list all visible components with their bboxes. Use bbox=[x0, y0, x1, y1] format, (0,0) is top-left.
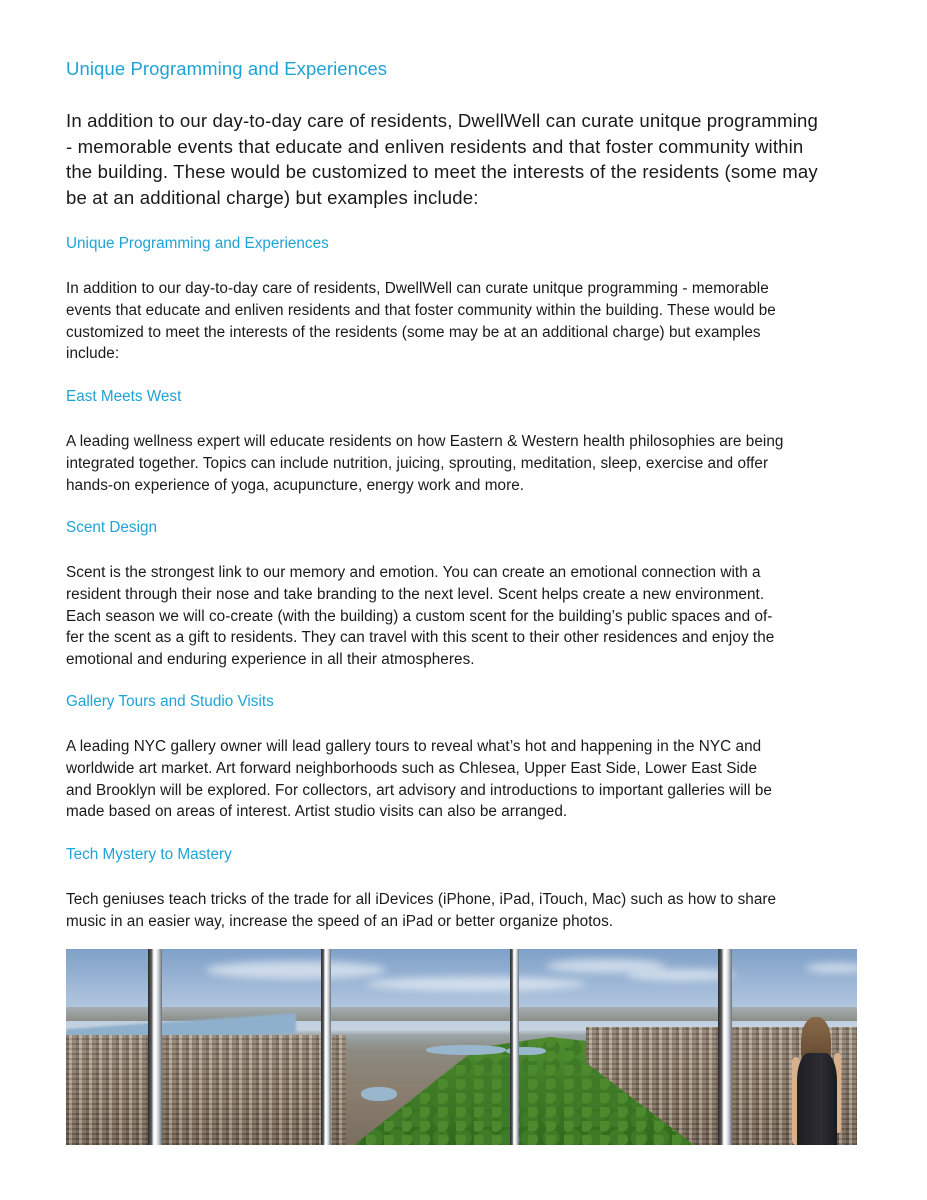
body-line: include: bbox=[66, 345, 120, 363]
body-line: A leading wellness expert will educate residents on how Eastern & Western health philosophies are being bbox=[66, 433, 784, 450]
section-heading-tech-mystery: Tech Mystery to Mastery bbox=[66, 846, 232, 863]
section-body-tech-mystery bbox=[66, 889, 866, 933]
window-mullion bbox=[148, 949, 162, 1145]
panoramic-photo bbox=[66, 949, 857, 1145]
cloud bbox=[206, 961, 386, 979]
cloud bbox=[806, 963, 857, 973]
body-line: Each season we will co-create (with the building) a custom scent for the building’s public spaces and of- bbox=[66, 607, 773, 625]
cloud bbox=[366, 977, 586, 991]
intro-line: be at an additional charge) but examples include: bbox=[66, 186, 479, 208]
body-line: music in an easier way, increase the speed of an iPad or better organize photos. bbox=[66, 912, 614, 930]
section-heading-unique-programming: Unique Programming and Experiences bbox=[66, 235, 329, 252]
section-heading-scent-design: Scent Design bbox=[66, 519, 157, 536]
section-body-scent-design bbox=[66, 562, 866, 671]
body-line: integrated together. Topics can include nutrition, juicing, sprouting, meditation, sleep, exercise and offer bbox=[66, 454, 769, 472]
page-title: Unique Programming and Experiences bbox=[66, 58, 388, 79]
window-mullion bbox=[321, 949, 331, 1145]
horizon bbox=[66, 1007, 857, 1021]
person-figure bbox=[797, 1053, 837, 1145]
body-line: fer the scent as a gift to residents. They can travel with this scent to their other residences and enjoy the bbox=[66, 629, 775, 647]
intro-line: - memorable events that educate and enliven residents and that foster community within bbox=[66, 135, 804, 157]
lake bbox=[361, 1087, 397, 1101]
city-left bbox=[66, 1035, 346, 1145]
body-line: events that educate and enliven residents and that foster community within the building. These would be bbox=[66, 301, 776, 319]
body-line: In addition to our day-to-day care of residents, DwellWell can curate unitque programming - memorable bbox=[66, 280, 769, 297]
section-body-east-meets-west bbox=[66, 431, 866, 496]
body-line: emotional and enduring experience in all their atmospheres. bbox=[66, 651, 475, 669]
section-body-unique-programming bbox=[66, 278, 866, 365]
body-line: customized to meet the interests of the residents (some may be at an additional charge) but examples bbox=[66, 323, 761, 341]
body-line: worldwide art market. Art forward neighborhoods such as Chlesea, Upper East Side, Lower East Side bbox=[66, 759, 758, 777]
section-heading-east-meets-west: East Meets West bbox=[66, 388, 182, 405]
section-body-gallery-tours bbox=[66, 736, 866, 823]
body-line: A leading NYC gallery owner will lead gallery tours to reveal what’s hot and happening in the NYC and bbox=[66, 738, 762, 755]
body-line: and Brooklyn will be explored. For collectors, art advisory and introductions to important galleries will be bbox=[66, 781, 772, 799]
window-mullion bbox=[510, 949, 519, 1145]
body-line: hands-on experience of yoga, acupuncture, energy work and more. bbox=[66, 476, 525, 494]
intro-line: In addition to our day-to-day care of residents, DwellWell can curate unitque programming bbox=[66, 110, 818, 131]
reservoir bbox=[426, 1045, 506, 1055]
intro-line: the building. These would be customized to meet the interests of the residents (some may bbox=[66, 161, 818, 182]
body-line: Scent is the strongest link to our memory and emotion. You can create an emotional connection with a bbox=[66, 564, 761, 581]
intro-paragraph bbox=[66, 108, 866, 210]
body-line: made based on areas of interest. Artist studio visits can also be arranged. bbox=[66, 803, 568, 821]
window-mullion bbox=[718, 949, 732, 1145]
body-line: Tech geniuses teach tricks of the trade for all iDevices (iPhone, iPad, iTouch, Mac) such as how to share bbox=[66, 891, 777, 908]
body-line: resident through their nose and take branding to the next level. Scent helps create a new environment. bbox=[66, 585, 765, 603]
section-heading-gallery-tours: Gallery Tours and Studio Visits bbox=[66, 693, 274, 710]
